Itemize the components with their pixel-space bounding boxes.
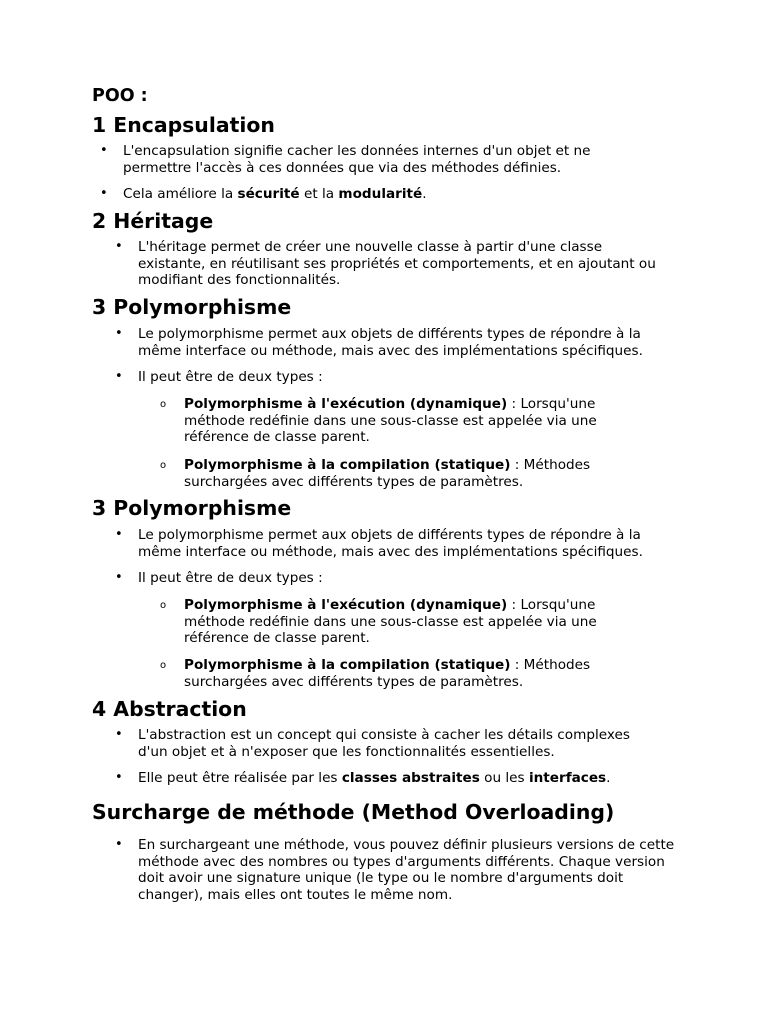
list-item-text: L'abstraction est un concept qui consiste à cacher les détails complexes d'un objet et à n'exposer que les fonctionnalités essentielles. (138, 727, 630, 760)
list-item (115, 770, 663, 787)
heading-heritage: 2 Héritage (92, 209, 214, 233)
heading-encapsulation: 1 Encapsulation (92, 113, 275, 137)
list-item-text: Le polymorphisme permet aux objets de différents types de répondre à la même interface ou méthode, mais avec des implémentations spécifiques. (138, 326, 643, 359)
list-item-text: Polymorphisme à la compilation (statique) : Méthodes surchargées avec différents types de paramètres. (184, 457, 591, 490)
list-item-text: Polymorphisme à la compilation (statique) : Méthodes surchargées avec différents types de paramètres. (184, 657, 591, 690)
sub-bullet-marker: o (160, 399, 167, 410)
list-item-text: L'encapsulation signifie cacher les données internes d'un objet et ne permettre l'accès à ces données que via des méthodes définies. (123, 143, 591, 176)
list-item (100, 143, 643, 176)
sub-list-item (160, 396, 624, 446)
bold-term: Polymorphisme à la compilation (statique) (184, 457, 511, 473)
bullet-marker: • (115, 770, 123, 785)
bold-term: classes abstraites (341, 770, 480, 786)
bullet-marker: • (115, 527, 123, 542)
list-item-text: Polymorphisme à l'exécution (dynamique) : Lorsqu'une méthode redéfinie dans une sous-classe est appelée via une référence de classe parent. (184, 597, 597, 646)
list-item (100, 186, 643, 203)
bold-term: Polymorphisme à l'exécution (dynamique) (184, 396, 508, 412)
list-item-text: En surchargeant une méthode, vous pouvez définir plusieurs versions de cette méthode avec des nombres ou types d'arguments différents. Chaque version doit avoir une signature unique (le type ou le nombre d'arguments doit changer), mais elles ont toutes le même nom. (138, 837, 675, 903)
sub-list-item (160, 457, 624, 490)
list-item-text: Le polymorphisme permet aux objets de différents types de répondre à la même interface ou méthode, mais avec des implémentations spécifiques. (138, 527, 643, 560)
list-item (115, 239, 663, 289)
list-item-text: Polymorphisme à l'exécution (dynamique) : Lorsqu'une méthode redéfinie dans une sous-classe est appelée via une référence de classe parent. (184, 396, 597, 445)
bullet-marker: • (115, 837, 123, 852)
list-item (115, 326, 673, 359)
bullet-marker: • (100, 143, 108, 158)
list-item-text: Il peut être de deux types : (138, 369, 323, 385)
bold-term: Polymorphisme à la compilation (statique) (184, 657, 511, 673)
bullet-marker: • (115, 570, 123, 585)
list-item (115, 837, 678, 903)
bold-term: modularité (338, 186, 423, 202)
bullet-marker: • (115, 727, 123, 742)
bold-term: Polymorphisme à l'exécution (dynamique) (184, 597, 508, 613)
bold-term: sécurité (237, 186, 300, 202)
list-item-text: Elle peut être réalisée par les classes abstraites ou les interfaces. (138, 770, 611, 786)
page-title: POO : (92, 86, 148, 106)
bullet-marker: • (100, 186, 108, 201)
sub-list-item (160, 657, 624, 690)
bullet-marker: • (115, 239, 123, 254)
sub-list-item (160, 597, 624, 647)
bold-term: interfaces (528, 770, 607, 786)
bullet-marker: • (115, 326, 123, 341)
heading-abstraction: 4 Abstraction (92, 697, 247, 721)
heading-surcharge: Surcharge de méthode (Method Overloading) (92, 800, 615, 824)
list-item (115, 570, 673, 587)
list-item (115, 527, 673, 560)
heading-polymorphisme: 3 Polymorphisme (92, 295, 292, 319)
heading-polymorphisme: 3 Polymorphisme (92, 496, 292, 520)
sub-bullet-marker: o (160, 600, 167, 611)
list-item (115, 727, 663, 760)
sub-bullet-marker: o (160, 460, 167, 471)
sub-bullet-marker: o (160, 660, 167, 671)
list-item-text: Il peut être de deux types : (138, 570, 323, 586)
list-item-text: Cela améliore la sécurité et la modularité. (123, 186, 427, 202)
bullet-marker: • (115, 369, 123, 384)
list-item (115, 369, 673, 386)
list-item-text: L'héritage permet de créer une nouvelle classe à partir d'une classe existante, en réutilisant ses propriétés et comportements, et en ajoutant ou modifiant des fonctionnalités. (138, 239, 656, 288)
